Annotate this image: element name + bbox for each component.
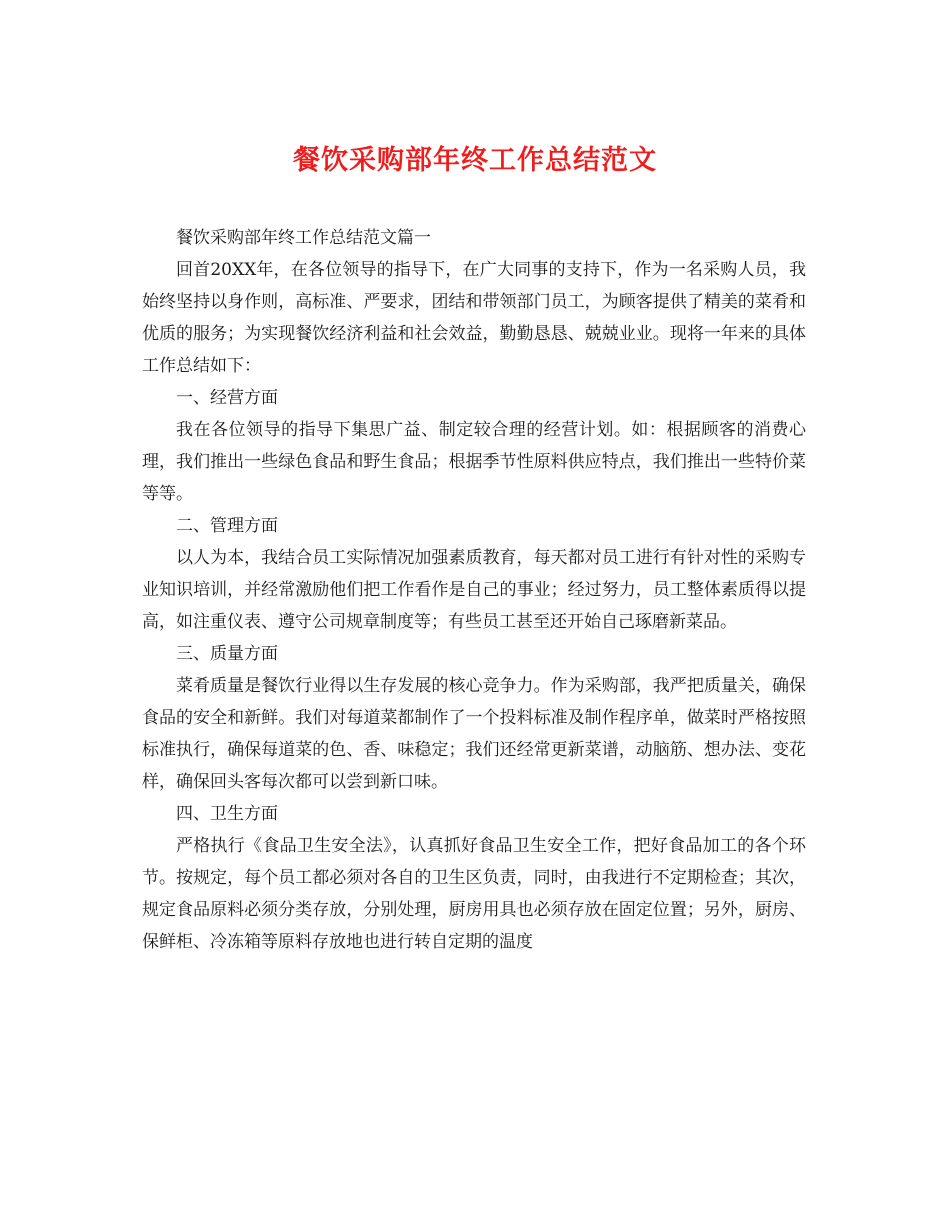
operations-paragraph: 我在各位领导的指导下集思广益、制定较合理的经营计划。如：根据顾客的消费心理，我们推出一些绿色食品和野生食品；根据季节性原料供应特点，我们推出一些特价菜等等。 [142, 420, 806, 504]
section-subtitle: 餐饮采购部年终工作总结范文篇一 [176, 228, 431, 248]
quality-paragraph: 菜肴质量是餐饮行业得以生存发展的核心竞争力。作为采购部，我严把质量关，确保食品的安全和新鲜。我们对每道菜都制作了一个投料标准及制作程序单，做菜时严格按照标准执行，确保每道菜的色、香、味稳定；我们还经常更新菜谱，动脑筋、想办法、变花样，确保回头客每次都可以尝到新口味。 [142, 676, 806, 792]
hygiene-paragraph: 严格执行《食品卫生安全法》，认真抓好食品卫生安全工作，把好食品加工的各个环节。按规定，每个员工都必须对各自的卫生区负责，同时，由我进行不定期检查；其次，规定食品原料必须分类存放，分别处理，厨房用具也必须存放在固定位置；另外，厨房、保鲜柜、冷冻箱等原料存放地也进行转自定期的温度 [142, 836, 806, 952]
heading-management: 二、管理方面 [176, 516, 278, 536]
heading-quality: 三、质量方面 [176, 644, 278, 664]
intro-paragraph: 回首20XX年，在各位领导的指导下，在广大同事的支持下，作为一名采购人员，我始终坚持以身作则，高标准、严要求，团结和带领部门员工，为顾客提供了精美的菜肴和优质的服务；为实现餐饮经济利益和社会效益，勤勤恳恳、兢兢业业。现将一年来的具体工作总结如下： [142, 260, 806, 376]
document-body [142, 222, 806, 958]
management-paragraph: 以人为本，我结合员工实际情况加强素质教育，每天都对员工进行有针对性的采购专业知识培训，并经常激励他们把工作看作是自己的事业；经过努力，员工整体素质得以提高，如注重仪表、遵守公司规章制度等；有些员工甚至还开始自己琢磨新菜品。 [142, 548, 806, 632]
heading-operations: 一、经营方面 [176, 388, 278, 408]
heading-hygiene: 四、卫生方面 [176, 804, 278, 824]
document-title: 餐饮采购部年终工作总结范文 [293, 145, 657, 176]
